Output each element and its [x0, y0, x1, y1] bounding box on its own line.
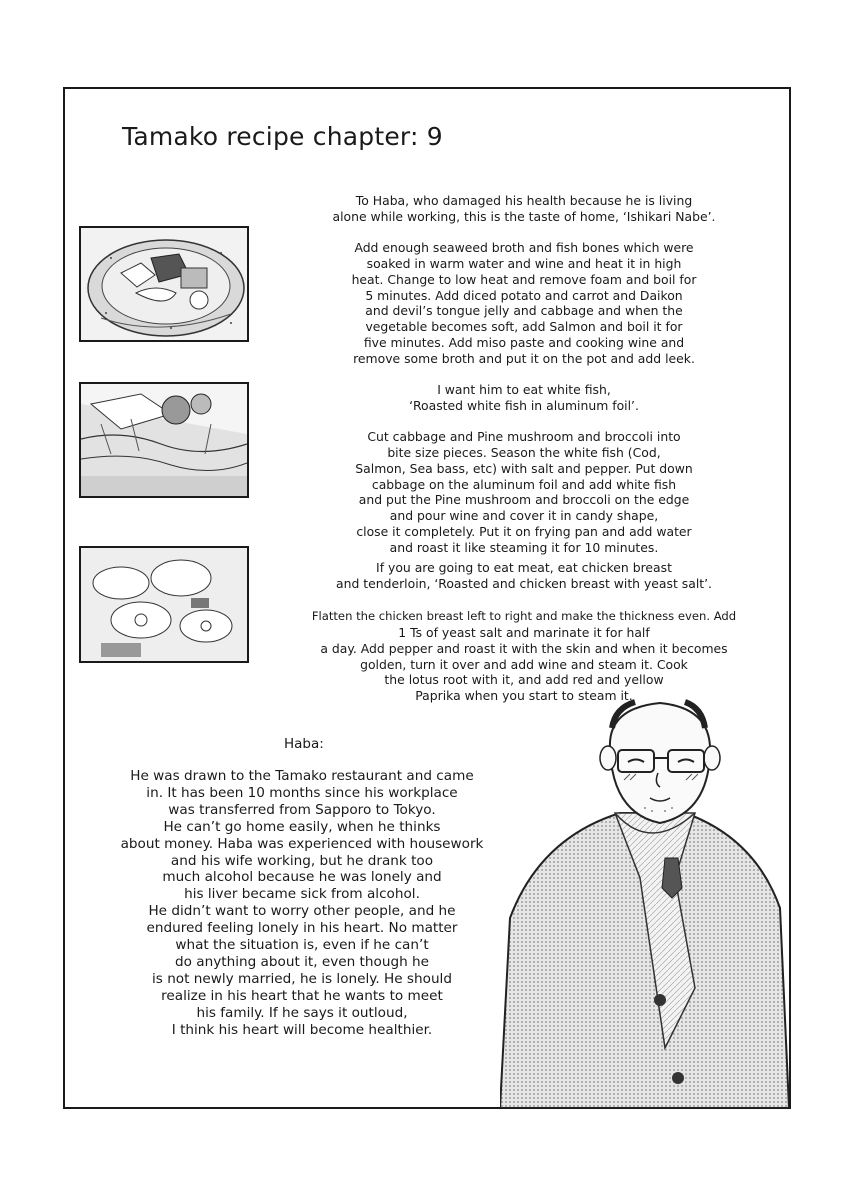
- bio-line: He didn’t want to worry other people, and he: [148, 903, 456, 920]
- haba-portrait: [500, 688, 789, 1108]
- chicken-breast-recipe: [290, 560, 758, 704]
- recipe-step-line: 1 Ts of yeast salt and marinate it for half: [398, 624, 650, 640]
- recipe-step-line: Paprika when you start to steam it.: [415, 688, 633, 704]
- character-bio: [92, 768, 512, 1039]
- recipe-step-line: vegetable becomes soft, add Salmon and boil it for: [365, 319, 683, 335]
- bio-line: He can’t go home easily, when he thinks: [163, 818, 441, 835]
- bio-line: his liver became sick from alcohol.: [184, 886, 420, 903]
- recipe-step-line: 5 minutes. Add diced potato and carrot and Daikon: [365, 287, 683, 303]
- bio-line: realize in his heart that he wants to meet: [161, 987, 443, 1004]
- recipe-intro-line: alone while working, this is the taste of home, ‘Ishikari Nabe’.: [332, 208, 716, 224]
- bio-line: endured feeling lonely in his heart. No matter: [146, 920, 458, 937]
- character-name-label: Haba:: [284, 736, 324, 752]
- recipe-intro-line: If you are going to eat meat, eat chicken breast: [376, 560, 672, 575]
- bio-line: in. It has been 10 months since his workplace: [146, 784, 458, 801]
- recipe-intro-line: To Haba, who damaged his health because he is living: [355, 193, 693, 208]
- recipe-step-line: remove some broth and put it on the pot and add leek.: [353, 351, 695, 367]
- recipe-step-line: and devil’s tongue jelly and cabbage and when the: [365, 303, 683, 319]
- recipe-step-line: golden, turn it over and add wine and steam it. Cook: [360, 656, 688, 672]
- recipe-intro-line: I want him to eat white fish,: [437, 382, 611, 397]
- recipe-step-line: bite size pieces. Season the white fish (Cod,: [387, 444, 661, 460]
- recipe-step-line: Salmon, Sea bass, etc) with salt and pepper. Put down: [355, 460, 693, 476]
- recipe-step-line: cabbage on the aluminum foil and add white fish: [371, 476, 677, 492]
- bio-line: He was drawn to the Tamako restaurant and came: [130, 768, 474, 784]
- recipe-step-line: Flatten the chicken breast left to right and make the thickness even. Add: [311, 608, 737, 623]
- ishikari-nabe-recipe: [290, 193, 758, 367]
- bio-line: and his wife working, but he drank too: [170, 852, 434, 869]
- page-title: Tamako recipe chapter: 9: [122, 122, 443, 151]
- ishikari-nabe-illustration: [79, 226, 249, 342]
- recipe-step-line: heat. Change to low heat and remove foam and boil for: [351, 271, 697, 287]
- recipe-step-line: close it completely. Put it on frying pan and add water: [356, 524, 692, 540]
- recipe-step-line: the lotus root with it, and add red and yellow: [384, 672, 664, 688]
- bio-line: I think his heart will become healthier.: [171, 1021, 433, 1038]
- recipe-intro-line: ‘Roasted white fish in aluminum foil’.: [409, 397, 639, 413]
- recipe-step-line: and roast it like steaming it for 10 minutes.: [389, 540, 659, 556]
- bio-line: is not newly married, he is lonely. He should: [152, 970, 452, 987]
- bio-line: much alcohol because he was lonely and: [162, 869, 442, 886]
- bio-line: was transferred from Sapporo to Tokyo.: [168, 801, 436, 818]
- roasted-fish-recipe: [290, 382, 758, 556]
- bio-line: about money. Haba was experienced with housework: [120, 835, 484, 852]
- recipe-step-line: soaked in warm water and wine and heat it in high: [366, 255, 682, 271]
- bio-line: his family. If he says it outloud,: [196, 1004, 408, 1021]
- bio-line: do anything about it, even though he: [175, 953, 429, 970]
- recipe-step-line: and put the Pine mushroom and broccoli on the edge: [358, 492, 690, 508]
- recipe-step-line: five minutes. Add miso paste and cooking wine and: [363, 335, 685, 351]
- recipe-step-line: a day. Add pepper and roast it with the skin and when it becomes: [320, 640, 728, 656]
- recipe-intro-line: and tenderloin, ‘Roasted and chicken breast with yeast salt’.: [336, 575, 712, 591]
- chicken-breast-illustration: [79, 546, 249, 663]
- recipe-step-line: and pour wine and cover it in candy shape,: [389, 508, 659, 524]
- recipe-step-line: Add enough seaweed broth and fish bones which were: [354, 239, 694, 255]
- roasted-fish-illustration: [79, 382, 249, 498]
- recipe-step-line: Cut cabbage and Pine mushroom and broccoli into: [367, 428, 681, 444]
- bio-line: what the situation is, even if he can’t: [175, 937, 429, 954]
